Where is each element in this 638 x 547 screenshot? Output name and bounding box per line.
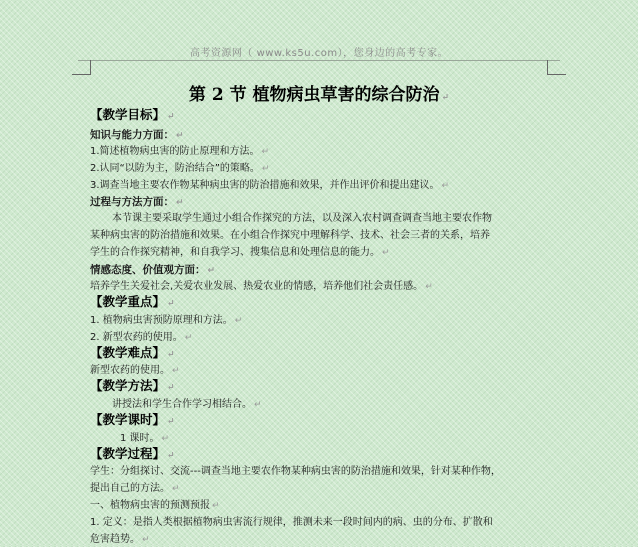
list-item: 2. 新型农药的使用。 ↵ — [90, 332, 193, 343]
paragraph-line: 危害趋势。 ↵ — [90, 534, 150, 545]
section-heading-difficulty: 【教学难点】 ↵ — [90, 345, 175, 360]
objective-line: 1.简述植物病虫害的防止原理和方法。 ↵ — [90, 146, 270, 157]
crop-mark-top-left — [72, 60, 91, 75]
paragraph-line: 1 课时。 ↵ — [120, 433, 170, 444]
subheading-knowledge: 知识与能力方面： ↵ — [90, 129, 184, 141]
paragraph-line: 1. 定义：是指人类根据植物病虫害流行规律，推测未来一段时间内的病、虫的分布、扩散和 — [90, 517, 493, 528]
page-header: 高考资源网（ www.ks5u.com），您身边的高考专家。 — [189, 48, 449, 59]
paragraph-line: 学生的合作探究精神，和自我学习、搜集信息和处理信息的能力。 ↵ — [90, 247, 390, 258]
section-heading-objectives: 【教学目标】 ↵ — [90, 107, 175, 122]
subheading-process: 过程与方法方面： ↵ — [90, 196, 184, 208]
objective-line: 2.认同“以防为主，防治结合”的策略。 ↵ — [90, 163, 270, 174]
list-item: 1. 植物病虫害预防原理和方法。 ↵ — [90, 315, 243, 326]
paragraph-line: 学生：分组探讨、交流---调查当地主要农作物某种病虫害的防治措施和效果，针对某种作物， — [90, 466, 501, 477]
crop-mark-top-right — [547, 60, 566, 75]
paragraph-line: 某种病虫害的防治措施和效果。在小组合作探究中理解科学、技术、社会三者的关系，培养 — [90, 230, 490, 241]
subheading-attitude: 情感态度、价值观方面： ↵ — [90, 264, 216, 276]
objective-line: 3.调查当地主要农作物某种病虫害的防治措施和效果，并作出评价和提出建议。 ↵ — [90, 180, 450, 191]
document-title: 第 2 节 植物病虫草害的综合防治 ↵ — [188, 85, 450, 105]
paragraph-line: 讲授法和学生合作学习相结合。 ↵ — [112, 399, 262, 410]
paragraph-line: 新型农药的使用。 ↵ — [90, 365, 180, 376]
section-heading-methods: 【教学方法】 ↵ — [90, 378, 175, 393]
paragraph-line: 提出自己的方法。 ↵ — [90, 483, 180, 494]
header-rule — [78, 60, 560, 61]
paragraph-line: 培养学生关爱社会,关爱农业发展、热爱农业的情感，培养他们社会责任感。 ↵ — [90, 281, 433, 292]
paragraph-line: 本节课主要采取学生通过小组合作探究的方法，以及深入农村调查调查当地主要农作物 — [112, 213, 492, 224]
section-heading-key-points: 【教学重点】 ↵ — [90, 294, 175, 309]
section-heading-process: 【教学过程】 ↵ — [90, 446, 175, 461]
subsection-heading: 一、植物病虫害的预测预报 ↵ — [90, 500, 220, 511]
section-heading-periods: 【教学课时】 ↵ — [90, 412, 175, 427]
